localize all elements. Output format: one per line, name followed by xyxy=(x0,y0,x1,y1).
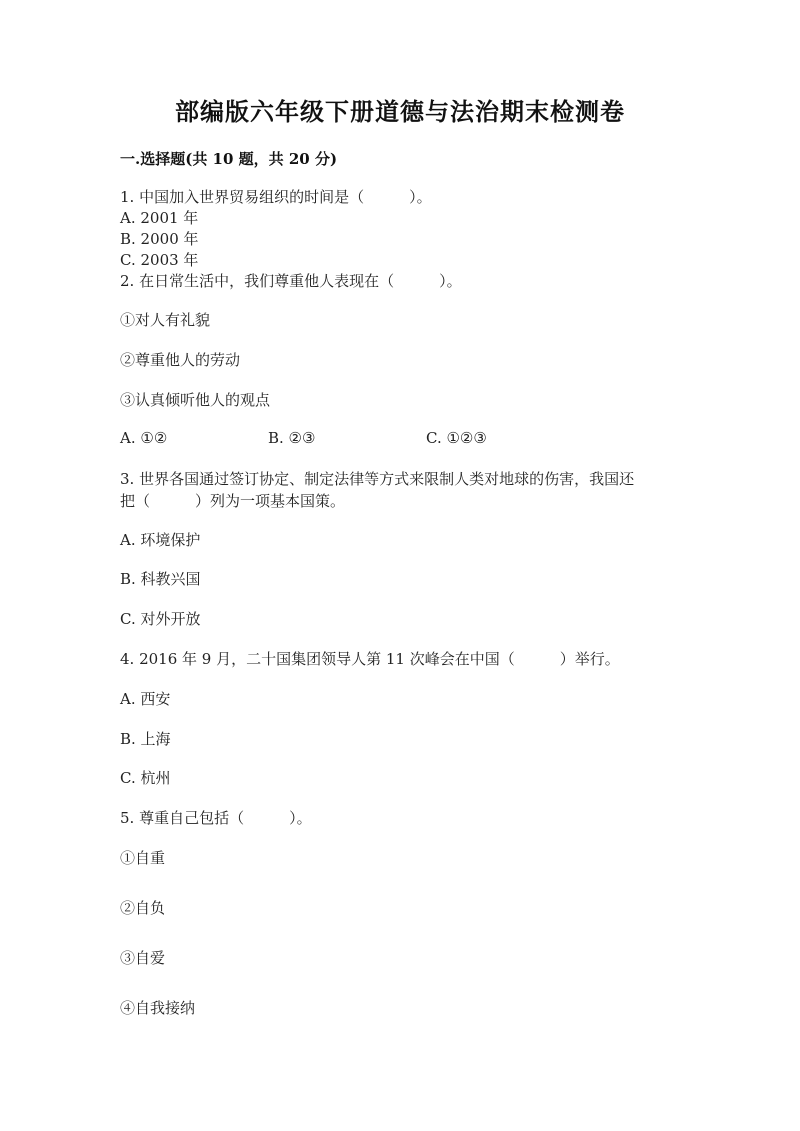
question-2-item-1: ①对人有礼貌 xyxy=(120,311,211,329)
question-2-item-3: ③认真倾听他人的观点 xyxy=(120,391,271,409)
question-3-option-c: C. 对外开放 xyxy=(120,610,201,628)
question-3-option-b: B. 科教兴国 xyxy=(120,570,201,588)
question-4-stem: 4. 2016 年 9 月，二十国集团领导人第 11 次峰会在中国（ ）举行。 xyxy=(120,650,620,668)
question-5-item-2: ②自负 xyxy=(120,899,166,917)
question-4-option-c: C. 杭州 xyxy=(120,769,171,787)
question-1-option-b: B. 2000 年 xyxy=(120,230,199,248)
question-5-item-4: ④自我接纳 xyxy=(120,999,196,1017)
question-1-option-a: A. 2001 年 xyxy=(120,209,199,227)
question-2-stem: 2. 在日常生活中，我们尊重他人表现在（ ）。 xyxy=(120,272,462,290)
section-heading: 一.选择题(共 10 题，共 20 分) xyxy=(120,150,338,168)
question-1-option-c: C. 2003 年 xyxy=(120,251,199,269)
question-5-stem: 5. 尊重自己包括（ ）。 xyxy=(120,809,312,827)
question-1-stem: 1. 中国加入世界贸易组织的时间是（ ）。 xyxy=(120,188,432,206)
question-2-option-c: C. ①②③ xyxy=(426,429,487,447)
question-5-item-1: ①自重 xyxy=(120,849,166,867)
question-5-item-3: ③自爱 xyxy=(120,949,166,967)
question-4-option-b: B. 上海 xyxy=(120,730,171,748)
question-2-option-b: B. ②③ xyxy=(268,429,316,447)
question-4-option-a: A. 西安 xyxy=(120,690,171,708)
document-title: 部编版六年级下册道德与法治期末检测卷 xyxy=(175,97,625,126)
question-3-stem-line-2: 把（ ）列为一项基本国策。 xyxy=(120,492,346,510)
question-2-option-a: A. ①② xyxy=(120,429,168,447)
question-3-option-a: A. 环境保护 xyxy=(120,531,201,549)
question-3-stem-line-1: 3. 世界各国通过签订协定、制定法律等方式来限制人类对地球的伤害，我国还 xyxy=(120,470,635,488)
question-2-item-2: ②尊重他人的劳动 xyxy=(120,351,241,369)
